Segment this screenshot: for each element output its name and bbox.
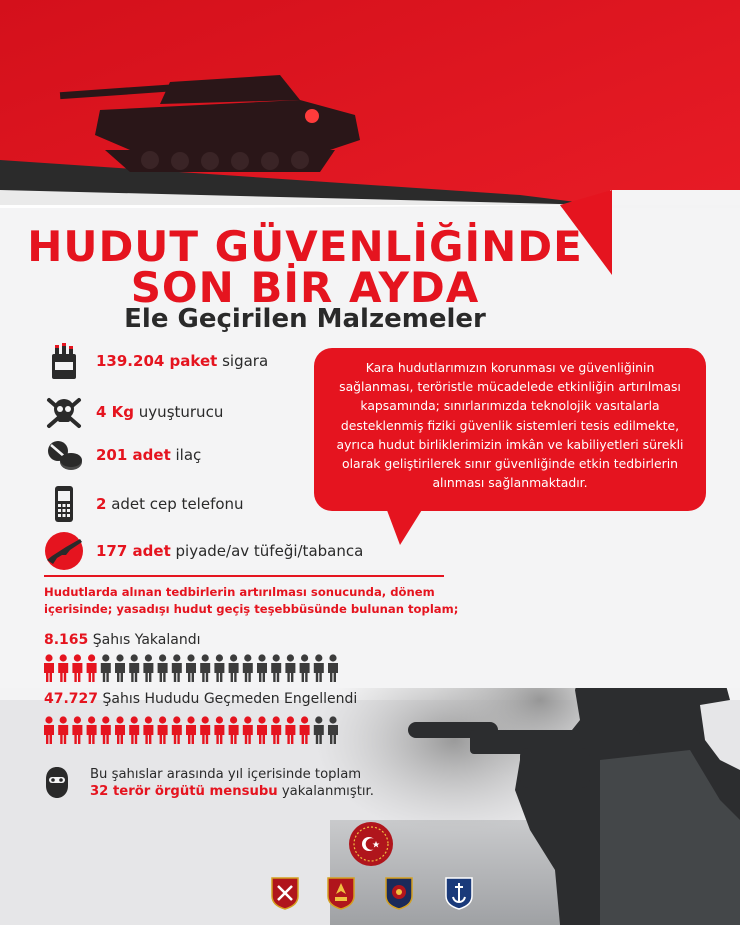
- person-figure: [44, 716, 54, 744]
- item-amount: 2: [96, 495, 107, 513]
- person-figure: [44, 654, 54, 682]
- person-figure: [129, 716, 139, 744]
- person-figure: [101, 654, 111, 682]
- stat-caught-label: Şahıs Yakalandı: [88, 632, 201, 648]
- page-subtitle: Ele Geçirilen Malzemeler: [124, 304, 486, 334]
- land-forces-emblem-logo: [326, 876, 356, 910]
- stat-caught: [44, 632, 200, 648]
- final-line-1: Bu şahıslar arasında yıl içerisinde toplam: [90, 767, 362, 782]
- general-staff-emblem-logo: [270, 876, 300, 910]
- section-divider: [44, 575, 444, 577]
- person-figure: [200, 716, 210, 744]
- item-label: adet cep telefonu: [106, 495, 244, 513]
- page-title-line-2: SON BİR AYDA: [130, 263, 480, 312]
- people-row-caught: [44, 654, 354, 684]
- person-figure: [243, 716, 253, 744]
- person-figure: [143, 654, 153, 682]
- person-figure: [129, 654, 139, 682]
- rifle-icon: [44, 531, 84, 571]
- pills-icon: [44, 435, 84, 475]
- person-figure: [172, 654, 182, 682]
- person-figure: [328, 654, 338, 682]
- person-figure: [328, 716, 338, 744]
- item-medicine: [44, 434, 201, 476]
- item-amount: 139.204 paket: [96, 352, 218, 370]
- item-label: piyade/av tüfeği/tabanca: [170, 542, 364, 560]
- mobile-phone-icon: [44, 484, 84, 524]
- person-figure: [115, 654, 125, 682]
- person-figure: [158, 654, 168, 682]
- page-title-line-1: HUDUT GÜVENLİĞİNDE: [27, 222, 583, 271]
- person-figure: [300, 716, 310, 744]
- people-row-prevented: [44, 716, 354, 746]
- coast-guard-emblem-logo: [444, 876, 474, 910]
- person-figure: [257, 716, 267, 744]
- item-amount: 201 adet: [96, 446, 171, 464]
- item-label: ilaç: [170, 446, 202, 464]
- person-figure: [271, 654, 281, 682]
- final-statement: [90, 766, 374, 800]
- person-figure: [186, 716, 196, 744]
- masked-person-icon: [44, 766, 70, 800]
- person-figure: [101, 716, 111, 744]
- item-label: sigara: [217, 352, 269, 370]
- stat-caught-value: 8.165: [44, 632, 89, 648]
- person-figure: [285, 716, 295, 744]
- item-phones: [44, 483, 244, 525]
- person-figure: [72, 654, 82, 682]
- person-figure: [58, 716, 68, 744]
- info-bubble-text: Kara hudutlarımızın korunması ve güvenliğinin sağlanması, teröristle mücadelede etkinliğin artırılması kapsamında; sınırlarımızda teknolojik vasıtalarla desteklenmiş fiziki güvenlik sistemleri tesis edilmekte, ayrıca hudut birliklerimizin imkân ve kabiliyetleri sürekli olarak geliştirilerek sınır güvenliğinde etkin tedbirlerin alınması sağlanmaktadır.: [336, 360, 684, 491]
- person-figure: [243, 654, 253, 682]
- person-figure: [58, 654, 68, 682]
- stat-prevented-value: 47.727: [44, 691, 99, 707]
- gendarmerie-emblem-logo: [384, 876, 414, 910]
- item-amount: 4 Kg: [96, 403, 135, 421]
- person-figure: [229, 654, 239, 682]
- person-figure: [314, 716, 324, 744]
- stat-prevented: [44, 691, 357, 707]
- person-figure: [214, 654, 224, 682]
- person-figure: [229, 716, 239, 744]
- final-rest: yakalanmıştır.: [277, 784, 374, 799]
- final-value: 32 terör örgütü mensubu: [90, 784, 278, 799]
- item-label: uyuşturucu: [134, 403, 224, 421]
- person-figure: [314, 654, 324, 682]
- ministry-emblem-logo: [347, 820, 395, 868]
- person-figure: [257, 654, 267, 682]
- skull-crossbones-icon: [44, 392, 84, 432]
- person-figure: [72, 716, 82, 744]
- item-drugs: [44, 391, 223, 433]
- person-figure: [87, 716, 97, 744]
- item-weapons: [44, 530, 363, 572]
- stats-intro: Hudutlarda alınan tedbirlerin artırılması sonucunda, dönem içerisinde; yasadışı hudut geçiş teşebbüsünde bulunan toplam;: [44, 585, 459, 616]
- info-bubble: [314, 348, 706, 511]
- person-figure: [143, 716, 153, 744]
- cigarette-pack-icon: [44, 341, 84, 381]
- item-cigarettes: [44, 340, 268, 382]
- person-figure: [87, 654, 97, 682]
- person-figure: [271, 716, 281, 744]
- item-amount: 177 adet: [96, 542, 171, 560]
- person-figure: [285, 654, 295, 682]
- stat-prevented-label: Şahıs Hududu Geçmeden Engellendi: [98, 691, 358, 707]
- person-figure: [115, 716, 125, 744]
- person-figure: [172, 716, 182, 744]
- person-figure: [200, 654, 210, 682]
- person-figure: [158, 716, 168, 744]
- person-figure: [300, 654, 310, 682]
- person-figure: [214, 716, 224, 744]
- person-figure: [186, 654, 196, 682]
